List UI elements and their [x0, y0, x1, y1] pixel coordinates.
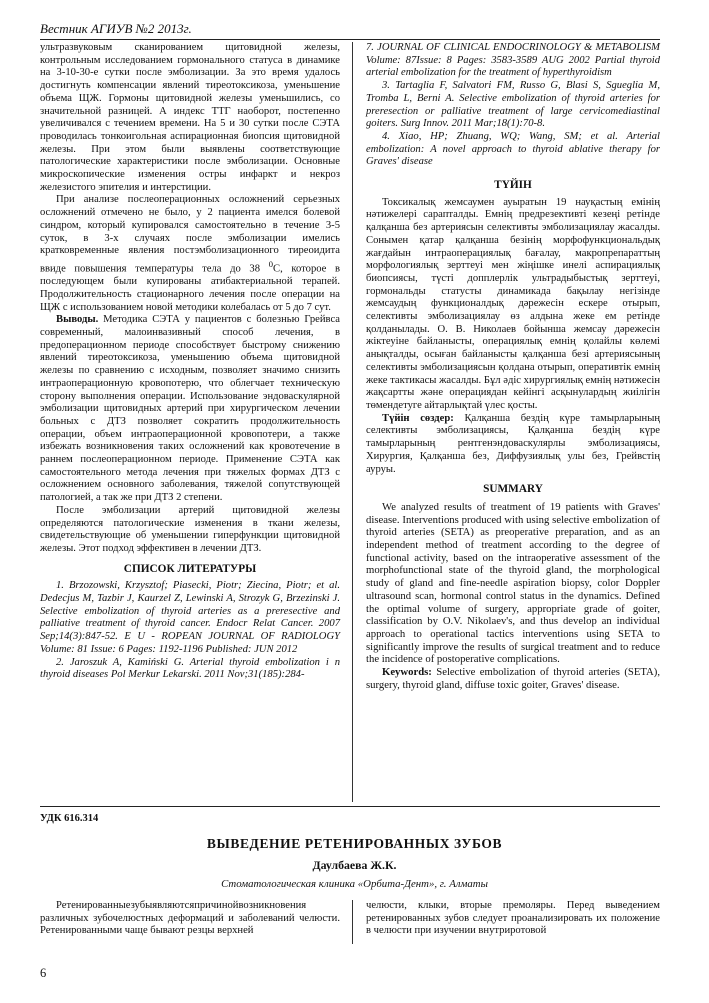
reference-item: 7. JOURNAL OF CLINICAL ENDOCRINOLOGY & METABOLISM Volume: 87Issue: 8 Pages: 3583-3589 AUG 2002 Partial thyroid arterial embolization for the treatment of hyperthyroidism — [366, 42, 660, 79]
paragraph: После эмболизации артерий щитовидной железы определяются патологические изменения в ткани железы, свидетельствующие об уменьшении гиперфункции щитовидной железы. Этот подход эффективен в лечении ДТЗ. — [40, 504, 340, 554]
paragraph: ультразвуковым сканированием щитовидной железы, контрольным исследованием гормонального статуса в динамике на 3-10-30-е сутки после эмболизации. За это время удалось достигнуть компенсации явлений тиреотоксикоза, уменьшение объема ЩЖ. Гормоны щитовидной железы уменьшились, со значительной разницей. А индекс ТТГ наоборот, постепенно увеличивался с течением времени. На 5 и 30 сутки после СЭТА проводилась тонкоигольная аспирационная биопсия щитовидной железы. При этом были выявлены соответствующие патологические характеристики после эмболизации. Основные микроскопические изменения остры инфаркт и некроз железистого эпителия и интерстиции. — [40, 42, 340, 193]
references-list-continued — [366, 42, 660, 169]
degree-superscript: 0 — [268, 258, 274, 269]
column-divider — [352, 42, 353, 802]
references-heading: СПИСОК ЛИТЕРАТУРЫ — [123, 562, 257, 575]
keywords-text: Қалқанша бездің күре тамырларының селективты эмболизациясы, Қалқанша бездің күре тамырларының рентгенэндоваскулярлы эмболизациясы, Хирургия, Қалқанша без, Диффузиялық улы без, Грейвстің ауруы. — [366, 412, 660, 475]
conclusions-label: Выводы. — [56, 314, 99, 326]
article-title: ВЫВЕДЕНИЕ РЕТЕНИРОВАННЫХ ЗУБОВ — [206, 836, 503, 851]
reference-item: 1. Brzozowski, Krzysztof; Piasecki, Piotr; Ziecina, Piotr; et al. Dedecjus M, Tazbir J, Kaurzel Z, Lewinski A, Strozyk G, Brzezinski J. Selective embolization of thyroid arteries as a preresective and palliative treatment of thyroid cancer. Endocr Relat Cancer. 2007 Sep;14(3):847-52. E U - ROPEAN JOURNAL OF RADIOLOGY Volume: 81 Issue: 6 Pages: 1192-1196 Published: JUN 2012 — [40, 580, 340, 655]
english-keywords — [366, 666, 660, 691]
text-fragment: С, которое в последующем были купированы атибактериальной терапей. Продолжительность стационарного лечения после операции на ЩЖ с использованием новой методики колебалась от 5 до 7 сут. — [40, 263, 340, 313]
kazakh-keywords — [366, 413, 660, 477]
references-list — [40, 580, 340, 682]
column-divider — [352, 900, 353, 944]
article-author: Даулбаева Ж.К. — [312, 858, 397, 872]
english-summary-text: We analyzed results of treatment of 19 patients with Graves' disease. Interventions produced with using selective embolization of thyroid arteries (SETA) as preoperative preparation, and as an independent method of treatment according to the degree of functional activity, based on the intraoperative assessment of the morphofunctional state of the thyroid gland, the morphological study of gland and fine-needle aspiration biopsy, color Doppler ultrasound scan, hormonal control status in the dynamics. Defined the optimal volume of surgery, appropriate grade of goiter, classification by O.V. Nikolaev's, and thus develop an individual approach to operational tactics interventions using SETA to significantly improve the results of surgical treatment and to reduce the incidence of postoperative complications. — [366, 500, 660, 666]
running-header: Вестник АГИУВ №2 2013г. — [40, 21, 192, 36]
section-rule — [40, 806, 660, 807]
page-number: 6 — [40, 966, 47, 980]
kazakh-summary-heading: ТҮЙІН — [494, 179, 532, 192]
english-summary-heading: SUMMARY — [483, 483, 543, 496]
author-affiliation: Стоматологическая клиника «Орбита-Дент», г. Алматы — [221, 878, 488, 890]
keywords-text: Selective embolization of thyroid arteries (SETA), surgery, thyroid gland, diffuse toxic goiter, Graves' disease. — [366, 666, 660, 691]
body-paragraph: челюсти, клыки, вторые премоляры. Перед выведением ретенированных зубов следует проанализировать их положение в челюсти при изучении внутриротовой — [366, 900, 660, 937]
conclusions-text: Методика СЭТА у пациентов с болезнью Грейвса современный, малоинвазивный способ лечения, в предоперационном периоде способствует быстрому снижению явлений тиреотоксикоза, уменьшению объема щитовидной железы по сравнению с исходным, позволяет значимо снизить интраоперационную кровопотерю, что облегчает техническую сторону выполнения операции. Использование эндоваскулярной эмболизации щитовидных артерий при хирургическом лечении больных с ДТЗ позволяет сократить продолжительность операции, объем интраоперационной кровопотери, а также избежать возникновения таких осложнений как кровотечение в раннем послеоперационном периоде. Применение СЭТА как самостоятельного метода лечения при тяжелых формах ДТЗ с осложнением основного заболевания, тяжелой сопутствующей патологией, а так же при ДТЗ 2 степени. — [40, 314, 340, 504]
keywords-label: Түйін сөздер: — [382, 412, 454, 424]
complications-paragraph — [40, 194, 340, 314]
reference-item: 4. Xiao, HP; Zhuang, WQ; Wang, SM; et al. Arterial embolization: A novel approach to thyroid ablative therapy for Graves' disease — [366, 130, 660, 168]
body-paragraph: Ретенированныезубыявляютсяпричинойвозникновения различных зубочелюстных деформаций и заболеваний челюсти. Ретенированными чаще бывают резцы верхней — [40, 900, 340, 937]
conclusions-paragraph — [40, 314, 340, 505]
right-column — [366, 42, 660, 691]
article-body-left — [40, 900, 340, 938]
text-fragment: При анализе послеоперационных осложнений серьезных осложнений отмечено не было, у 2 пациента имелся болевой синдром, который купировался самостоятельно в течение 3-5 суток, в 3-х случаях после эмболизации имелись кратковременные явления постэмболизационного тиреоидита ввиде повышения температуры тела до 38 — [40, 194, 340, 275]
header-rule — [40, 39, 660, 40]
reference-item: 2. Jaroszuk A, Kamiński G. Arterial thyroid embolization i n thyroid diseases Pol Merkur Lekarski. 2011 Nov;31(185):284- — [40, 656, 340, 681]
reference-item: 3. Tartaglia F, Salvatori FM, Russo G, Blasi S, Sgueglia M, Tromba L, Berni A. Selective embolization of thyroid arteries for preresection or palliative treatment of large cervicomediastinal goiters. Surg Innov. 2011 Mar;18(1):70-8. — [366, 80, 660, 130]
keywords-label: Keywords: — [382, 666, 432, 679]
udk-code: УДК 616.314 — [40, 813, 99, 824]
article-body-right — [366, 900, 660, 938]
left-column — [40, 42, 340, 682]
kazakh-summary-text: Токсикалық жемсаумен ауыратын 19 науқастың емінің нәтижелері сарапталды. Емнің предрезективті кезеңі ретінде қалқанша без артериясын селективты эмболизациялау жасалды. Сонымен қатар қалқанша безінің морфофункциональдық жағдайын интраоперациялық бағалау, макропрепараттың морфологиялық зерттеуі мен жіңішке инелі аспирациялық биопсиясы, түсті допплерлік ультрадыбыстық зерттеуі, гормональды статусты динамикада бақылау негізінде жемсаудың функционалдық дәрежесін ескере отырып, селективты эмболизациялау өз алдына жеке ем ретінде қолданылады. О. В. Николаев бойынша жемсау дәрежесін жіктеуіне байланысты, операциялық емнің қолайлы көлемі анықталды, осыған байланысты қалқанша безі артериясының селективты эмболизациясын қолдана отырып, оперативтік емнің жеке тактикасы жасалды. Бұл әдіс хирургиялық емнің нәтижесін жақсартты және операциядан кейінгі асқынулардың жиілігін төмендетуге айтарлықтай үлес қосты. — [366, 196, 660, 411]
